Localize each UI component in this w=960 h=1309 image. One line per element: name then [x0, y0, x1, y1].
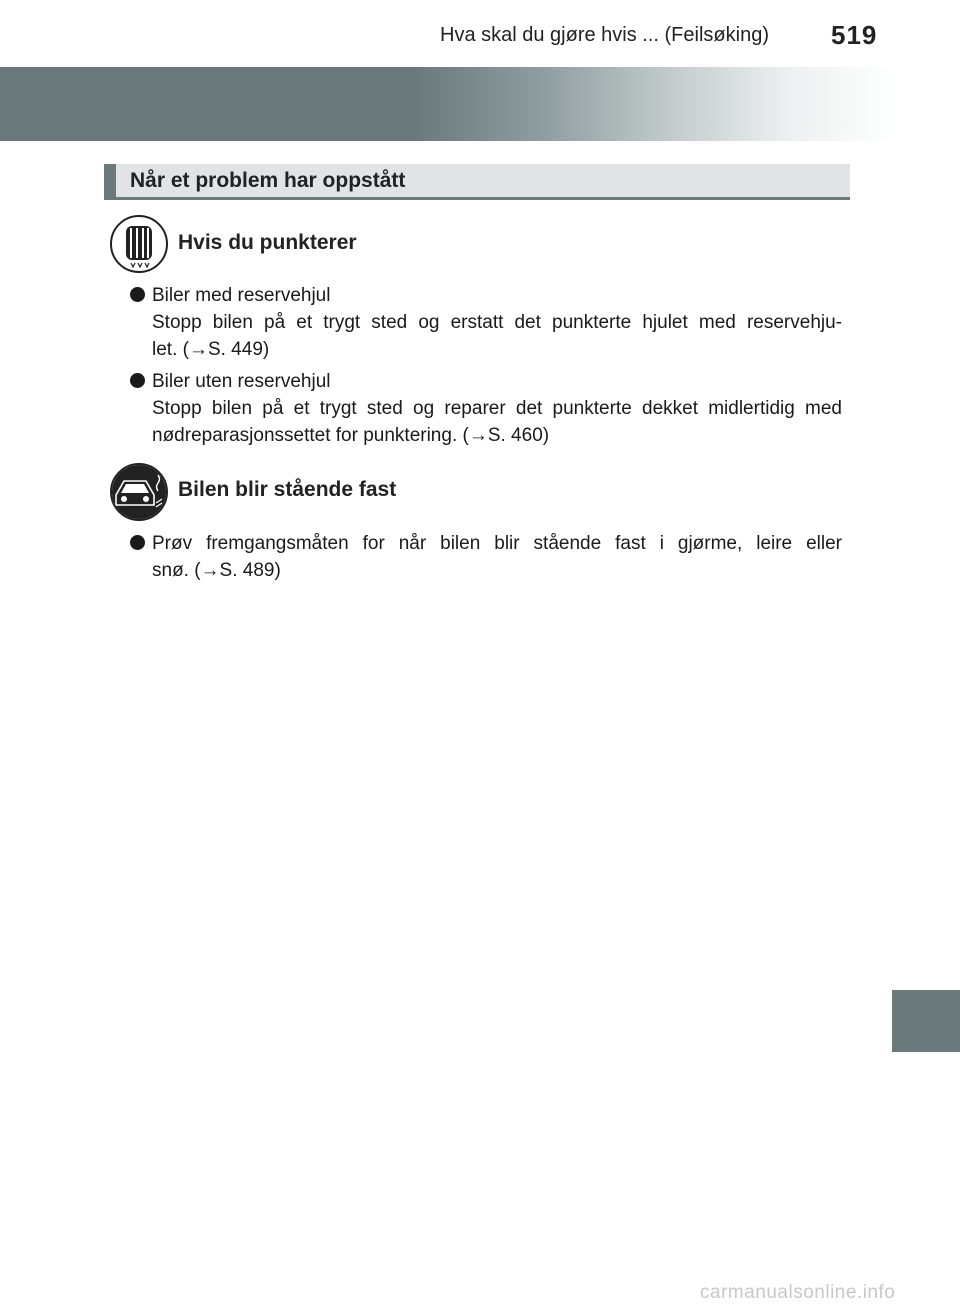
- list-item-line: Stopp bilen på et trygt sted og erstatt det punkterte hjulet med reservehju-: [152, 312, 842, 333]
- topic-heading: Hvis du punkterer: [178, 231, 357, 254]
- header-band: [0, 67, 900, 141]
- list-item-line: let. (→S. 449): [152, 339, 270, 360]
- list-item-line: Biler uten reservehjul: [152, 371, 331, 392]
- list-item-line: snø. (→S. 489): [152, 560, 281, 581]
- list-item: [152, 530, 842, 584]
- bullet-icon: [130, 373, 145, 388]
- running-header-title: Hva skal du gjøre hvis ... (Feilsøking): [440, 24, 769, 46]
- topic-heading: Bilen blir stående fast: [178, 478, 397, 501]
- list-item-line: Stopp bilen på et trygt sted og reparer det punkterte dekket midlertidig med: [152, 398, 842, 419]
- car-stuck-icon: [110, 463, 168, 521]
- flat-tire-icon: [110, 215, 168, 273]
- list-item-line: Biler med reservehjul: [152, 285, 331, 306]
- page-number: 519: [831, 20, 878, 50]
- list-item-line: Prøv fremgangsmåten for når bilen blir stående fast i gjørme, leire eller: [152, 533, 842, 554]
- bullet-icon: [130, 535, 145, 550]
- section-side-tab: [892, 990, 960, 1052]
- list-item: [152, 282, 842, 363]
- bullet-icon: [130, 287, 145, 302]
- list-item: [152, 368, 842, 449]
- list-item-line: nødreparasjonssettet for punktering. (→S. 460): [152, 425, 550, 446]
- section-heading-bar: [104, 164, 850, 200]
- section-title: Når et problem har oppstått: [130, 169, 406, 192]
- watermark-text: carmanualsonline.info: [700, 1282, 896, 1303]
